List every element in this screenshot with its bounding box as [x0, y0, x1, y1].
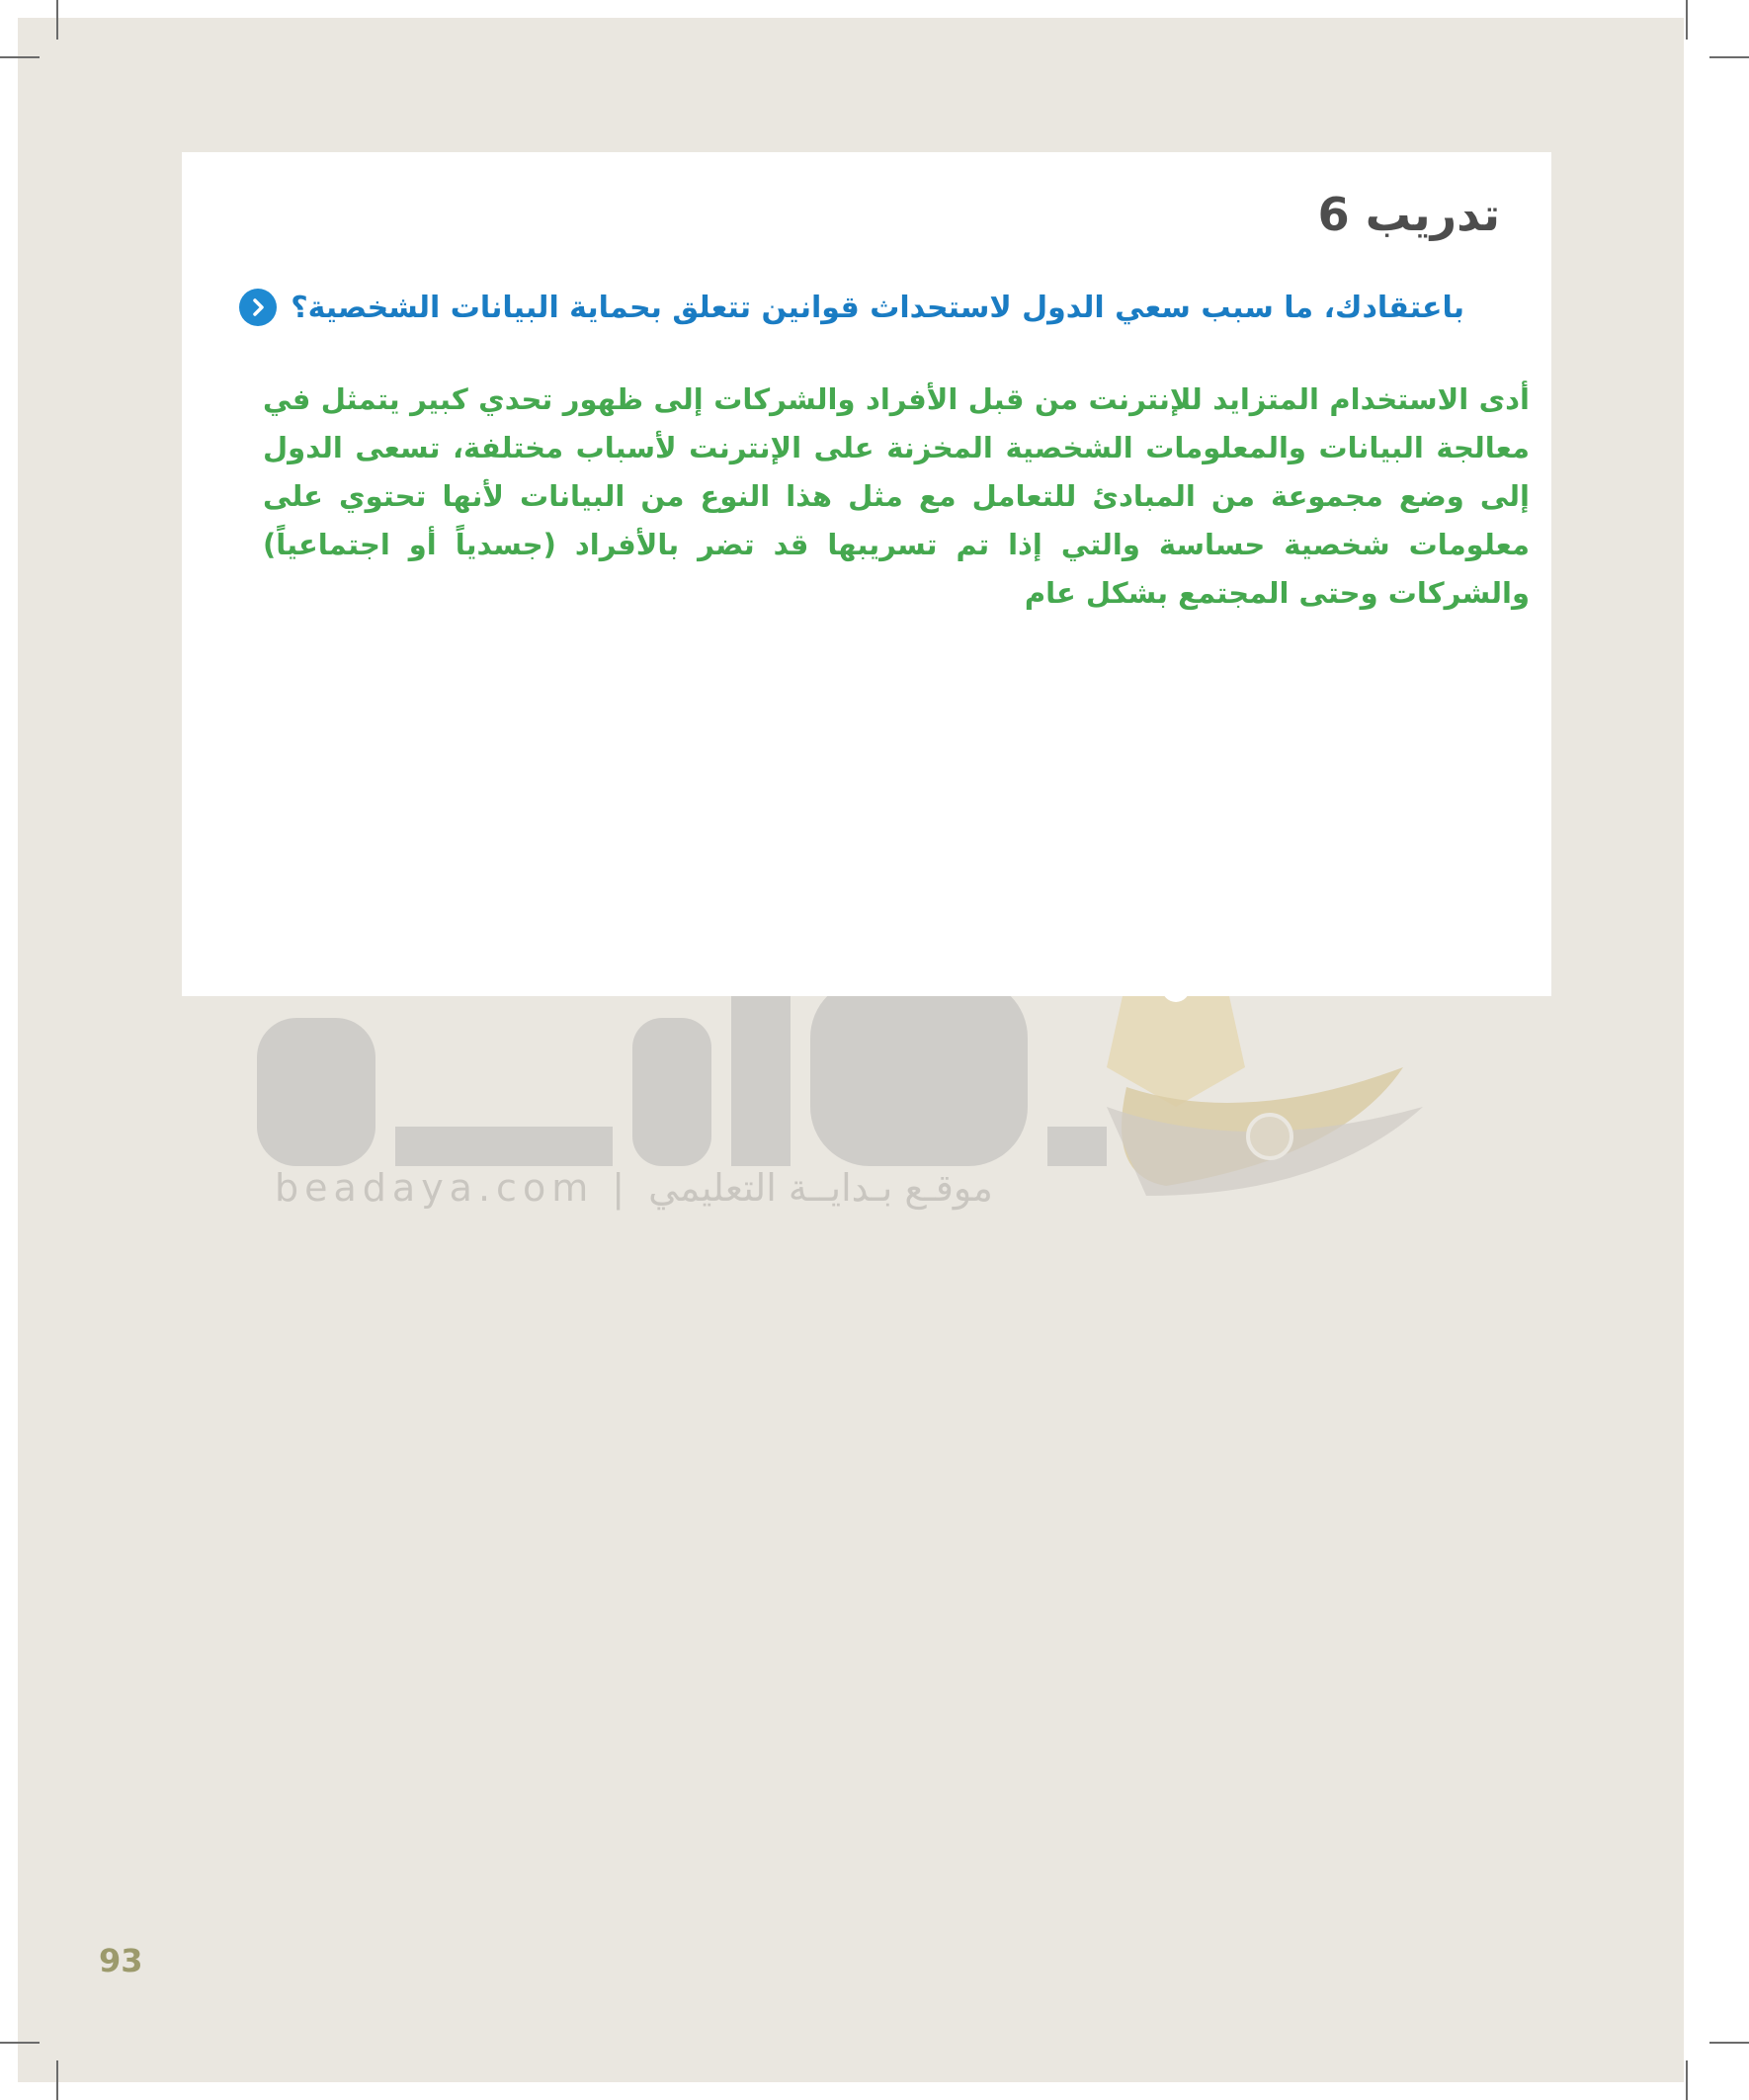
crop-mark — [0, 2042, 40, 2044]
crop-mark — [56, 0, 58, 40]
page-number: 93 — [99, 1942, 143, 1979]
crop-mark — [0, 56, 40, 58]
crop-mark — [56, 2060, 58, 2100]
question-text: باعتقادك، ما سبب سعي الدول لاستحداث قوانين تتعلق بحماية البيانات الشخصية؟ — [291, 290, 1464, 325]
crop-mark — [1709, 56, 1749, 58]
crop-mark — [1686, 0, 1688, 40]
exercise-question — [239, 289, 1464, 326]
exercise-title: تدريب 6 — [1317, 188, 1500, 241]
crop-mark — [1709, 2042, 1749, 2044]
watermark-caption: beadaya.com | موقـع بـدايــة التعليمي — [275, 1166, 993, 1210]
chevron-right-circle-icon — [239, 289, 277, 326]
answer-text: أدى الاستخدام المتزايد للإنترنت من قبل الأفراد والشركات إلى ظهور تحدي كبير يتمثل في معالجة البيانات والمعلومات الشخصية المخزنة على الإنترنت لأسباب مختلفة، تسعى الدول إلى وضع مجموعة من المبادئ للتعامل مع مثل هذا النوع من البيانات لأنها تحتوي على معلومات شخصية حساسة والتي إذا تم تسريبها قد تضر بالأفراد (جسدياً أو اجتماعياً) والشركات وحتى المجتمع بشكل عام — [263, 382, 1530, 610]
crop-mark — [1686, 2060, 1688, 2100]
exercise-card — [182, 152, 1551, 996]
